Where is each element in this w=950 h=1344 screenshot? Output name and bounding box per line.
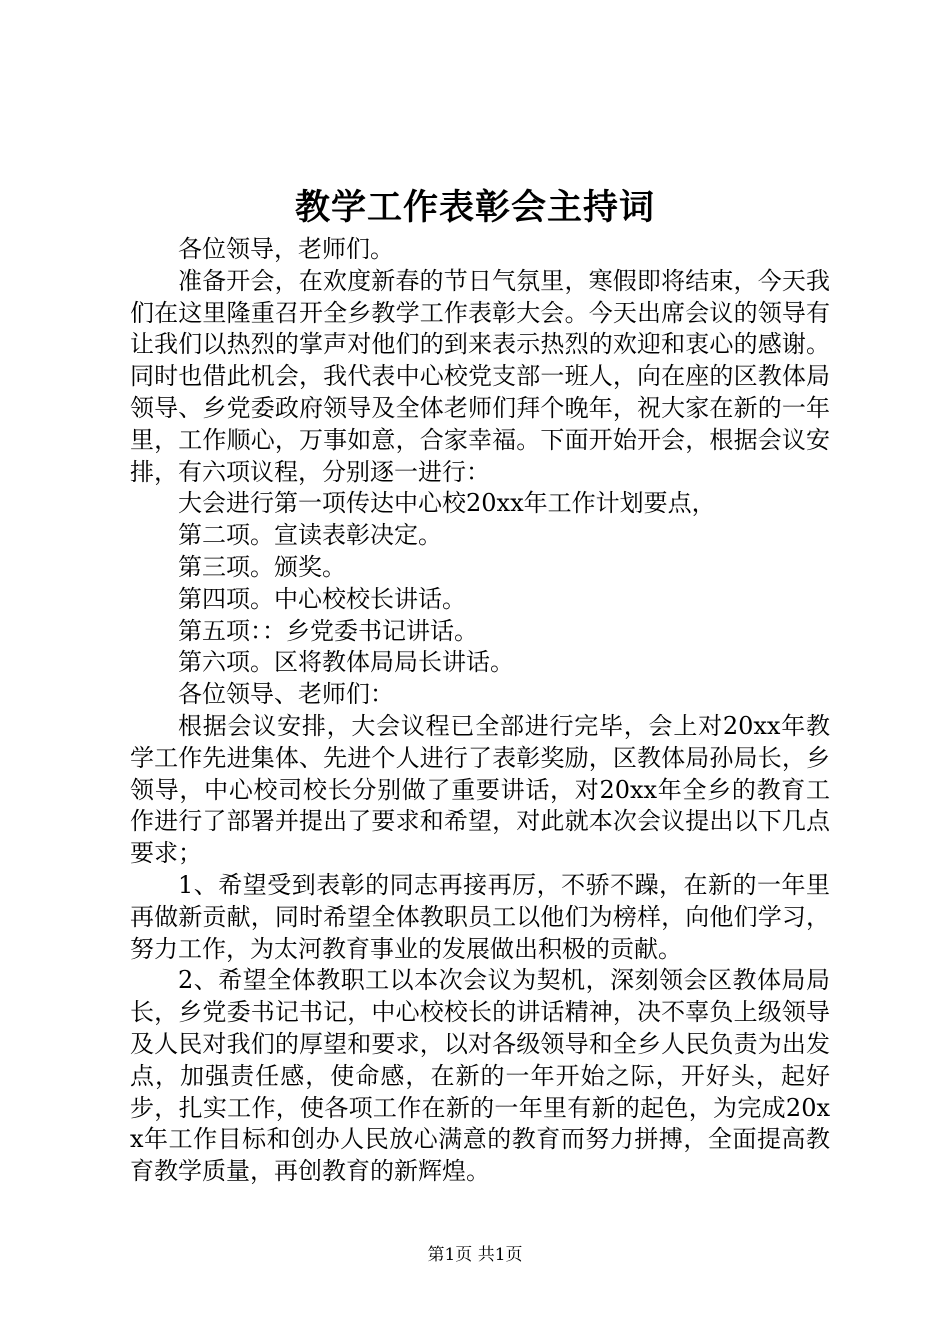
requirement-1: 1、希望受到表彰的同志再接再厉，不骄不躁，在新的一年里再做新贡献，同时希望全体教职员工以他们为榜样，向他们学习，努力工作，为太河教育事业的发展做出积极的贡献。 xyxy=(130,870,830,963)
agenda-item-5: 第五项：：乡党委书记讲话。 xyxy=(178,616,478,645)
document-body xyxy=(130,234,830,1188)
agenda-item-2: 第二项。宣读表彰决定。 xyxy=(178,521,442,550)
agenda-item-3: 第三项。颁奖。 xyxy=(178,552,346,581)
requirement-2: 2、希望全体教职工以本次会议为契机，深刻领会区教体局局长，乡党委书记书记，中心校校长的讲话精神，决不辜负上级领导及人民对我们的厚望和要求，以对各级领导和全乡人民负责为出发点，加强责任感，使命感，在新的一年开始之际，开好头，起好步，扎实工作，使各项工作在新的一年里有新的起色，为完成20xx年工作目标和创办人民放心满意的教育而努力拼搏，全面提高教育教学质量，再创教育的新辉煌。 xyxy=(130,966,830,1186)
paragraph-greeting: 各位领导，老师们。 xyxy=(178,235,394,263)
agenda-item-4: 第四项。中心校校长讲话。 xyxy=(178,584,466,613)
document-title: 教学工作表彰会主持词 xyxy=(294,188,655,228)
paragraph-closing-greeting: 各位领导、老师们： xyxy=(178,680,394,709)
paragraph-opening: 准备开会，在欢度新春的节日气氛里，寒假即将结束，今天我们在这里隆重召开全乡教学工作表彰大会。今天出席会议的领导有让我们以热烈的掌声对他们的到来表示热烈的欢迎和衷心的感谢。同时也借此机会，我代表中心校党支部一班人，向在座的区教体局领导、乡党委政府领导及全体老师们拜个晚年，祝大家在新的一年里，工作顺心，万事如意，合家幸福。下面开始开会，根据会议安排，有六项议程，分别逐一进行： xyxy=(130,266,830,486)
agenda-item-1: 大会进行第一项传达中心校20xx年工作计划要点， xyxy=(178,489,716,518)
paragraph-summary: 根据会议安排，大会议程已全部进行完毕，会上对20xx年教学工作先进集体、先进个人进行了表彰奖励，区教体局孙局长，乡领导，中心校司校长分别做了重要讲话，对20xx年全乡的教育工作进行了部署并提出了要求和希望，对此就本次会议提出以下几点要求； xyxy=(130,711,830,868)
page-footer: 第1页 共1页 xyxy=(427,1245,523,1265)
agenda-item-6: 第六项。区将教体局局长讲话。 xyxy=(178,648,514,677)
